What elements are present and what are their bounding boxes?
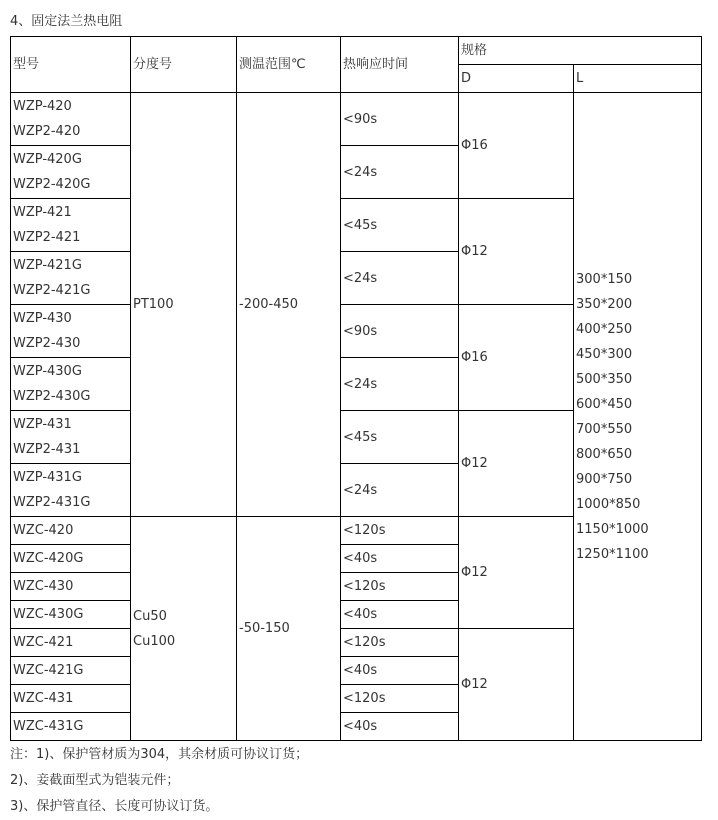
model-name: WZP2-430G <box>13 389 91 404</box>
model-name: WZC-430G <box>13 607 84 622</box>
diameter-cell: Φ16 <box>459 93 574 199</box>
model-cell <box>11 545 131 573</box>
length-value: 800*650 <box>576 446 633 462</box>
model-cell <box>11 601 131 629</box>
model-name: WZP2-420 <box>13 124 81 139</box>
model-name: WZP-421 <box>13 205 72 220</box>
response-time: <40s <box>341 713 459 741</box>
model-name: WZC-421G <box>13 663 84 678</box>
response-time: <24s <box>341 358 459 411</box>
header-graduation: 分度号 <box>131 37 237 93</box>
range-cu: -50-150 <box>237 517 341 741</box>
length-value: 300*150 <box>576 271 633 287</box>
response-time: <24s <box>341 464 459 517</box>
response-time: <90s <box>341 93 459 146</box>
note-line: 注：1)、保护管材质为304，其余材质可协议订货； <box>10 747 309 762</box>
model-name: WZP2-420G <box>13 177 91 192</box>
response-time: <40s <box>341 601 459 629</box>
length-value: 400*250 <box>576 321 633 337</box>
model-name: WZP2-431 <box>13 442 81 457</box>
diameter-cell: Φ12 <box>459 411 574 517</box>
model-name: WZP-431 <box>13 417 72 432</box>
diameter-cell: Φ12 <box>459 199 574 305</box>
model-cell <box>11 305 131 358</box>
response-time: <120s <box>341 685 459 713</box>
length-value: 450*300 <box>576 346 633 362</box>
model-cell <box>11 464 131 517</box>
model-cell <box>11 358 131 411</box>
model-name: WZP-421G <box>13 258 82 273</box>
diameter-cell: Φ12 <box>459 629 574 741</box>
response-time: <40s <box>341 657 459 685</box>
model-cell <box>11 252 131 305</box>
model-name: WZC-430 <box>13 579 74 594</box>
model-cell <box>11 199 131 252</box>
header-spec: 规格 <box>459 37 702 65</box>
response-time: <120s <box>341 573 459 601</box>
length-value: 1000*850 <box>576 496 641 512</box>
response-time: <40s <box>341 545 459 573</box>
model-name: WZC-420G <box>13 551 84 566</box>
response-time: <120s <box>341 517 459 545</box>
length-value: 350*200 <box>576 296 633 312</box>
model-name: WZP-431G <box>13 470 82 485</box>
model-name: WZP-420G <box>13 152 82 167</box>
graduation-value: Cu50 <box>133 608 167 624</box>
header-l: L <box>574 65 702 93</box>
response-time: <45s <box>341 199 459 252</box>
model-name: WZC-421 <box>13 635 74 650</box>
graduation-pt: PT100 <box>131 93 237 517</box>
model-name: WZP-430G <box>13 364 82 379</box>
notes <box>10 742 308 820</box>
header-model: 型号 <box>11 37 131 93</box>
model-name: WZP2-430 <box>13 336 81 351</box>
note-line: 2)、妾截面型式为铠装元件； <box>10 773 180 788</box>
response-time: <45s <box>341 411 459 464</box>
response-time: <90s <box>341 305 459 358</box>
length-cell <box>574 93 702 741</box>
model-name: WZC-420 <box>13 523 74 538</box>
length-value: 900*750 <box>576 471 633 487</box>
length-value: 1250*1100 <box>576 546 649 562</box>
model-cell <box>11 517 131 545</box>
model-cell <box>11 713 131 741</box>
model-cell <box>11 411 131 464</box>
graduation-cu <box>131 517 237 741</box>
header-response: 热响应时间 <box>341 37 459 93</box>
model-name: WZP2-421G <box>13 283 91 298</box>
length-value: 1150*1000 <box>576 521 649 537</box>
model-name: WZC-431G <box>13 719 84 734</box>
model-name: WZP2-431G <box>13 495 91 510</box>
spec-table <box>10 36 702 741</box>
model-name: WZC-431 <box>13 691 74 706</box>
response-time: <120s <box>341 629 459 657</box>
note-line: 3)、保护管直径、长度可协议订货。 <box>10 799 219 814</box>
model-cell <box>11 146 131 199</box>
diameter-cell: Φ12 <box>459 517 574 629</box>
range-pt: -200-450 <box>237 93 341 517</box>
header-d: D <box>459 65 574 93</box>
model-name: WZP-430 <box>13 311 72 326</box>
model-cell <box>11 657 131 685</box>
header-range: 测温范围℃ <box>237 37 341 93</box>
length-value: 600*450 <box>576 396 633 412</box>
diameter-cell: Φ16 <box>459 305 574 411</box>
length-value: 500*350 <box>576 371 633 387</box>
model-name: WZP2-421 <box>13 230 81 245</box>
model-cell <box>11 629 131 657</box>
model-cell <box>11 573 131 601</box>
section-title: 4、固定法兰热电阻 <box>10 14 123 29</box>
model-name: WZP-420 <box>13 99 72 114</box>
graduation-value: Cu100 <box>133 633 176 649</box>
table-row <box>11 93 702 146</box>
response-time: <24s <box>341 252 459 305</box>
model-cell <box>11 685 131 713</box>
response-time: <24s <box>341 146 459 199</box>
length-value: 700*550 <box>576 421 633 437</box>
model-cell <box>11 93 131 146</box>
